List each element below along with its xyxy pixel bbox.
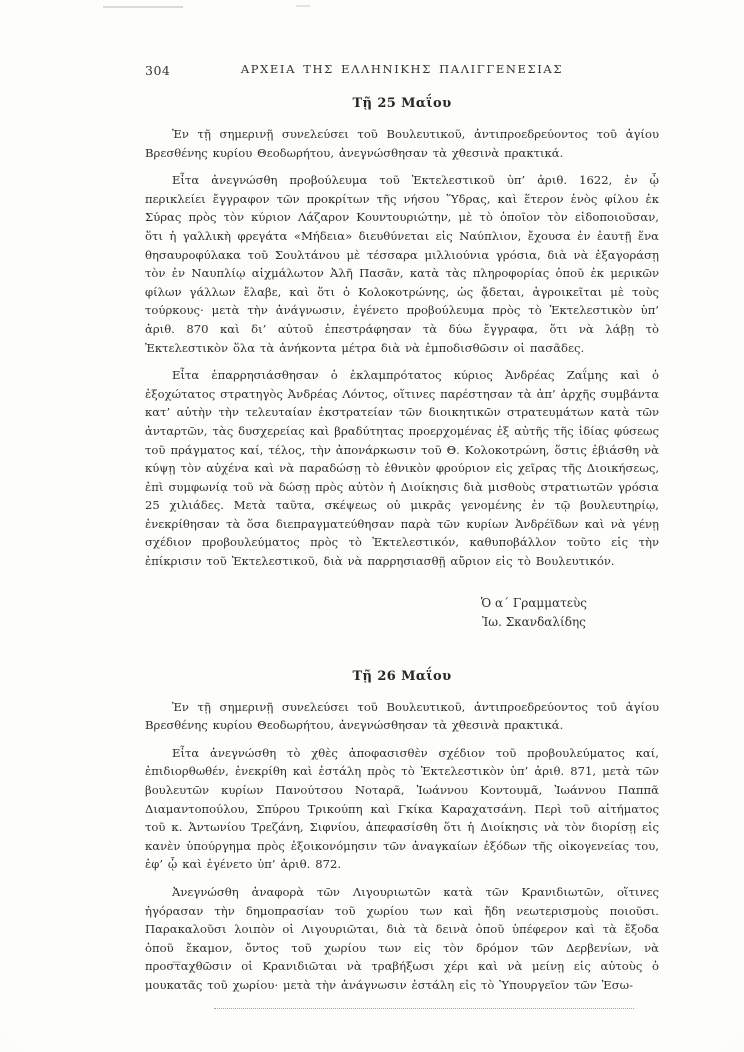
signature-block xyxy=(481,594,587,632)
scan-artifact xyxy=(296,5,310,7)
paragraph: Ἐν τῇ σημερινῇ συνελεύσει τοῦ Βουλευτικοῦ, ἀντιπροεδρεύοντος τοῦ ἁγίου Βρεσθένης κυρίου Θεοδωρήτου, ἀνεγνώσθησαν τὰ χθεσινὰ πρακτικά. xyxy=(145,699,659,733)
session-25-may xyxy=(145,96,659,629)
paragraph: Εἶτα ἀνεγνώσθη τὸ χθὲς ἀποφασισθὲν σχέδιον τοῦ προβουλεύματος καί, ἐπιδιορθωθέν, ἐνεκρίθη καὶ ἐστάλη πρὸς τὸ Ἐκτελεστικὸν ὑπ’ ἀριθ. 871, μετὰ τῶν βουλευτῶν κυρίων Πανούτσου Νοταρᾶ, Ἰωάννου Κοντουμᾶ, Ἰωάννου Παππᾶ Διαμαντοπούλου, Σπύρου Τρικούπη καὶ Γκίκα Καραχατσάνη. Περὶ τοῦ αἰτήματος τοῦ κ. Ἀντωνίου Τρεζάνη, Σιφνίου, ἀπεφασίσθη ὅτι ἡ Διοίκησις νὰ τὸν διορίσῃ εἰς κανὲν ὑπούργημα πρὸς ἐξοικονόμησιν τῶν ἀναγκαίων ἐξόδων τῆς οἰκογενείας του, ἐφ’ ᾧ καὶ ἐγένετο ὑπ’ ἀριθ. 872. xyxy=(145,745,659,872)
page-number: 304 xyxy=(145,63,171,78)
book-title: ΑΡΧΕΙΑ ΤΗΣ ΕΛΛΗΝΙΚΗΣ ΠΑΛΙΓΓΕΝΕΣΙΑΣ xyxy=(240,62,564,76)
text-column xyxy=(145,96,659,1004)
scan-artifact xyxy=(103,6,183,8)
paragraph: Εἶτα ἐπαρρησιάσθησαν ὁ ἐκλαμπρότατος κύριος Ἀνδρέας Ζαΐμης καὶ ὁ ἐξοχώτατος στρατηγὸς Ἀνδρέας Λόντος, οἵτινες παρέστησαν τὰ ἀπ’ ἀρχῆς συμβάντα κατ’ αὐτὴν τὴν τελευταίαν ἐκστρατείαν τῶν διοικητικῶν στρατευμάτων κατὰ τῶν ἀνταρτῶν, τὰς δυσχερείας καὶ βραδύτητας προερχομένας ἐξ αὐτῆς τῆς ἰδίας φύσεως τοῦ πράγματος καί, τέλος, τὴν ἀπονάρκωσιν τοῦ Θ. Κολοκοτρώνη, ὅστις ἐβιάσθη νὰ κύψῃ τὸν αὐχένα καὶ νὰ παραδώσῃ τὸ ἐθνικὸν φρούριον εἰς χεῖρας τῆς Διοικήσεως, ἐπὶ συμφωνίᾳ τοῦ νὰ δώσῃ πρὸς αὐτὸν ἡ Διοίκησις διὰ μισθοὺς στρατιωτῶν γρόσια 25 χιλιάδες. Μετὰ ταῦτα, σκέψεως οὐ μικρᾶς γενομένης ἐν τῷ βουλευτηρίῳ, ἐνεκρίθησαν τὰ ὅσα διεπραγματεύθησαν παρὰ τῶν κυρίων Ἀνδρέϊδων καὶ νὰ γένῃ σχέδιον προβουλεύματος πρὸς τὸ Ἐκτελεστικόν, καθυποβάλλον τοῦτο εἰς τὴν ἐπίκρισιν τοῦ Ἐκτελεστικοῦ, διὰ νὰ παρρησιασθῇ αὔριον εἰς τὸ Βουλευτικόν. xyxy=(145,368,659,569)
paragraph: Εἶτα ἀνεγνώσθη προβούλευμα τοῦ Ἐκτελεστικοῦ ὑπ’ ἀριθ. 1622, ἐν ᾧ περικλείει ἔγγραφον τῶν προκρίτων τῆς νήσου Ὕδρας, καὶ ἕτερον ἑνὸς φίλου ἐκ Σύρας πρὸς τὸν κύριον Λάζαρον Κουντουριώτην, μὲ τὸ ὁποῖον τὸν εἰδοποιοῦσαν, ὅτι ἡ γαλλικὴ φρεγάτα «Μήδεια» διευθύνεται εἰς Ναύπλιον, ἔχουσα ἐν ἑαυτῇ ἕνα θησαυροφύλακα τοῦ Σουλτάνου μὲ τέσσαρα μιλλιούνια γρόσια, διὰ νὰ ἐξαγοράσῃ τὸν ἐν Ναυπλίῳ αἰχμάλωτον Ἀλῆ Πασᾶν, κατὰ τὰς πληροφορίας ὁποῦ ἐκ μερικῶν φίλων γάλλων ἔλαβε, καὶ ὅτι ὁ Κολοκοτρώνης, ὡς ᾄδεται, ἀγροικεῖται μὲ τοὺς τούρκους· μετὰ τὴν ἀνάγνωσιν, ἐγένετο προβούλευμα πρὸς τὸ Ἐκτελεστικὸν ὑπ’ ἀριθ. 870 καὶ δι’ αὐτοῦ ἐπεστράφησαν τὰ δύω ἔγγραφα, ὅτι νὰ λάβῃ τὸ Ἐκτελεστικὸν ὅλα τὰ ἀνήκοντα μέτρα διὰ νὰ ἐμποδισθῶσιν οἱ πασᾶδες. xyxy=(145,173,659,355)
session-date-heading: Τῇ 25 Μαΐου xyxy=(352,96,452,111)
session-date-heading: Τῇ 26 Μαΐου xyxy=(352,668,452,684)
secretary-role: Ὁ α΄ Γραμματεὺς xyxy=(480,595,587,610)
session-26-may xyxy=(145,632,659,995)
paragraph: Ἐν τῇ σημερινῇ συνελεύσει τοῦ Βουλευτικοῦ, ἀντιπροεδρεύοντος τοῦ ἁγίου Βρεσθένης κυρίου Θεοδωρήτου, ἀνεγνώσθησαν τὰ χθεσινὰ πρακτικά. xyxy=(145,127,659,160)
secretary-name: Ἰω. Σκανδαλίδης xyxy=(482,614,586,629)
scan-artifact xyxy=(214,1008,634,1009)
running-head xyxy=(145,62,659,78)
paragraph: Ἀνεγνώσθη ἀναφορὰ τῶν Λιγουριωτῶν κατὰ τῶν Κρανιδιωτῶν, οἵτινες ἠγόρασαν τὴν δημοπρασίαν τοῦ χωρίου των καὶ ἤδη νεωτερισμοὺς ποιοῦσι. Παρακαλοῦσι λοιπὸν οἱ Λιγουριῶται, διὰ τὰ δεινὰ ὁποῦ ὑπέφερον καὶ τὰ ἔξοδα ὁποῦ ἔκαμον, ὄντος τοῦ χωρίου των εἰς τὸν δρόμον τῶν Δερβενίων, νὰ προσταχθῶσιν οἱ Κρανιδιῶται νὰ τραβήξωσι χέρι καὶ νὰ μείνῃ εἰς αὐτοὺς ὁ μουκατᾶς τοῦ χωρίου· μετὰ τὴν ἀνάγνωσιν ἐστάλη εἰς τὸ Ὑπουργεῖον τῶν Ἐσω- xyxy=(145,885,659,992)
